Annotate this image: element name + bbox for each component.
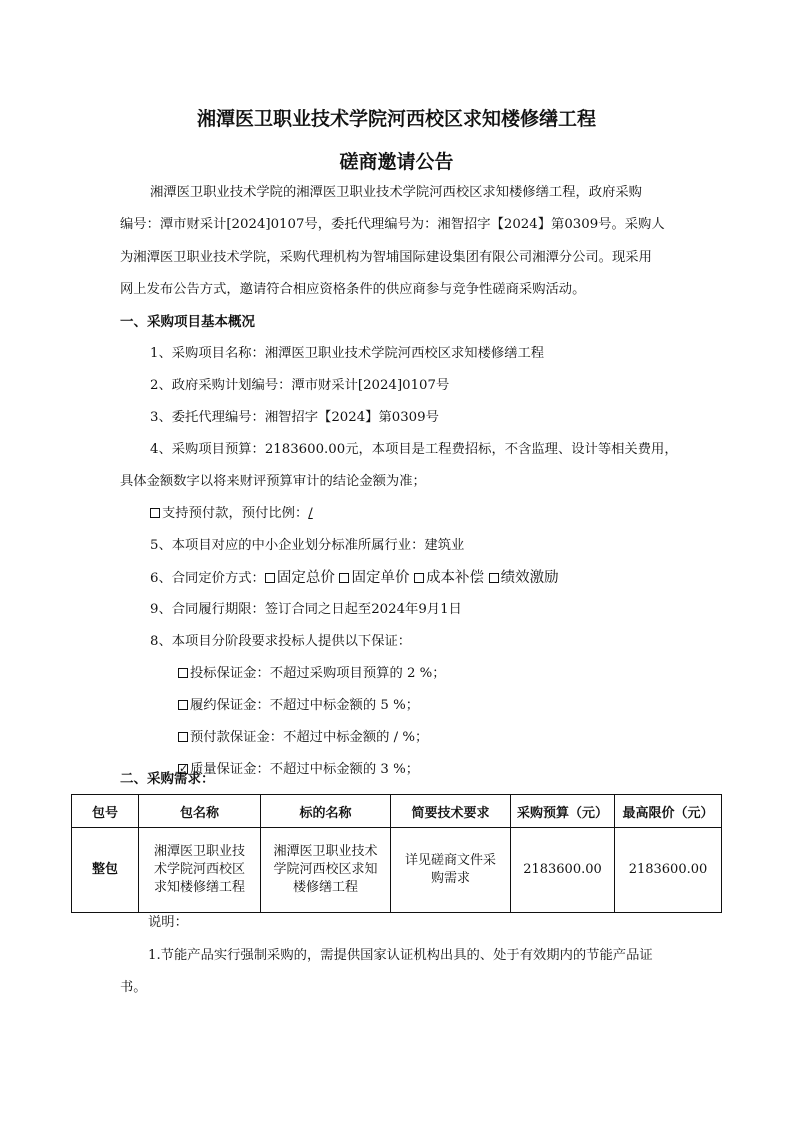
guarantee-text: 履约保证金：不超过中标金额的 5 %； [190, 698, 420, 713]
table-row [72, 828, 722, 913]
note1-line2: 书。 [120, 980, 147, 995]
prepay-value: / [308, 506, 313, 521]
prepay-label: 支持预付款，预付比例： [162, 506, 309, 521]
cell-line: 楼修缮工程 [292, 880, 358, 895]
pricing-performance-checkbox [489, 573, 499, 583]
guarantee-bid [178, 665, 446, 683]
prepay-row [150, 505, 313, 523]
pricing-cost-plus-checkbox [414, 573, 424, 583]
pricing-fixed-total-checkbox [265, 573, 275, 583]
pricing-option-label: 固定单价 [351, 570, 410, 586]
title-line-2: 磋商邀请公告 [339, 151, 454, 173]
subject-name-cell [261, 828, 391, 913]
table-header-cell: 包号 [72, 795, 139, 828]
table-header-cell: 简要技术要求 [391, 795, 511, 828]
item6-label: 6、合同定价方式： [150, 571, 265, 586]
item4-budget-line1: 4、采购项目预算：2183600.00元，本项目是工程费招标，不含监理、设计等相关费用， [150, 442, 678, 457]
item3-agency-number: 3、委托代理编号：湘智招字【2024】第0309号 [150, 410, 439, 425]
guarantee-prepayment-checkbox [178, 732, 188, 742]
note-heading: 说明： [148, 915, 188, 930]
intro-line-2: 编号：潭市财采计[2024]0107号，委托代理编号为：湘智招字【2024】第0309号。采购人 [120, 217, 665, 232]
pricing-option-label: 成本补偿 [426, 570, 485, 586]
table-header-cell: 包名称 [139, 795, 261, 828]
item5-industry: 5、本项目对应的中小企业划分标准所属行业：建筑业 [150, 538, 465, 553]
cell-line: 学院河西校区求知 [273, 862, 378, 877]
guarantee-performance [178, 697, 419, 715]
note1-line1: 1.节能产品实行强制采购的，需提供国家认证机构出具的、处于有效期内的节能产品证 [148, 948, 653, 963]
tech-requirements-cell [391, 828, 511, 913]
title-line-1: 湘潭医卫职业技术学院河西校区求知楼修缮工程 [196, 108, 596, 130]
intro-line-4: 网上发布公告方式，邀请符合相应资格条件的供应商参与竞争性磋商采购活动。 [120, 282, 586, 297]
prepay-checkbox [150, 508, 160, 518]
section1-heading: 一、采购项目基本概况 [120, 314, 255, 330]
pricing-fixed-unit-checkbox [339, 573, 349, 583]
guarantee-text: 投标保证金：不超过采购项目预算的 2 %； [190, 666, 446, 681]
item2-plan-number: 2、政府采购计划编号：潭市财采计[2024]0107号 [150, 378, 450, 393]
max-price-cell: 2183600.00 [615, 828, 722, 913]
cell-line: 湘潭医卫职业技术 [273, 844, 378, 859]
guarantee-bid-checkbox [178, 668, 188, 678]
cell-line: 求知楼修缮工程 [153, 880, 245, 895]
item4-budget-line2: 具体金额数字以将来财评预算审计的结论金额为准； [120, 474, 426, 489]
cell-line: 湘潭医卫职业技 [153, 844, 245, 859]
item9-contract-period: 9、合同履行期限：签订合同之日起至2024年9月1日 [150, 602, 462, 617]
cell-line: 术学院河西校区 [153, 862, 245, 877]
package-number-cell: 整包 [72, 828, 139, 913]
package-name-cell [139, 828, 261, 913]
pricing-option-label: 绩效激励 [500, 570, 559, 586]
cell-line: 购需求 [430, 871, 470, 886]
table-header-cell: 采购预算（元） [511, 795, 615, 828]
section2-heading: 二、采购需求： [120, 771, 215, 787]
intro-line-1: 湘潭医卫职业技术学院的湘潭医卫职业技术学院河西校区求知楼修缮工程，政府采购 [150, 185, 642, 200]
budget-cell: 2183600.00 [511, 828, 615, 913]
guarantee-prepayment [178, 729, 428, 747]
table-header-cell: 标的名称 [261, 795, 391, 828]
table-header-cell: 最高限价（元） [615, 795, 722, 828]
intro-line-3: 为湘潭医卫职业技术学院，采购代理机构为智埔国际建设集团有限公司湘潭分公司。现采用 [120, 250, 652, 265]
guarantee-text: 质量保证金：不超过中标金额的 3 %； [190, 762, 420, 777]
guarantee-performance-checkbox [178, 700, 188, 710]
item8-guarantees: 8、本项目分阶段要求投标人提供以下保证： [150, 634, 412, 649]
pricing-option-label: 固定总价 [276, 570, 335, 586]
cell-line: 详见磋商文件采 [404, 853, 496, 868]
table-header-row [72, 795, 722, 828]
item1-project-name: 1、采购项目名称：湘潭医卫职业技术学院河西校区求知楼修缮工程 [150, 346, 545, 361]
requirements-table [71, 794, 722, 913]
item6-pricing-row [150, 569, 559, 588]
guarantee-text: 预付款保证金：不超过中标金额的 / %； [190, 730, 429, 745]
